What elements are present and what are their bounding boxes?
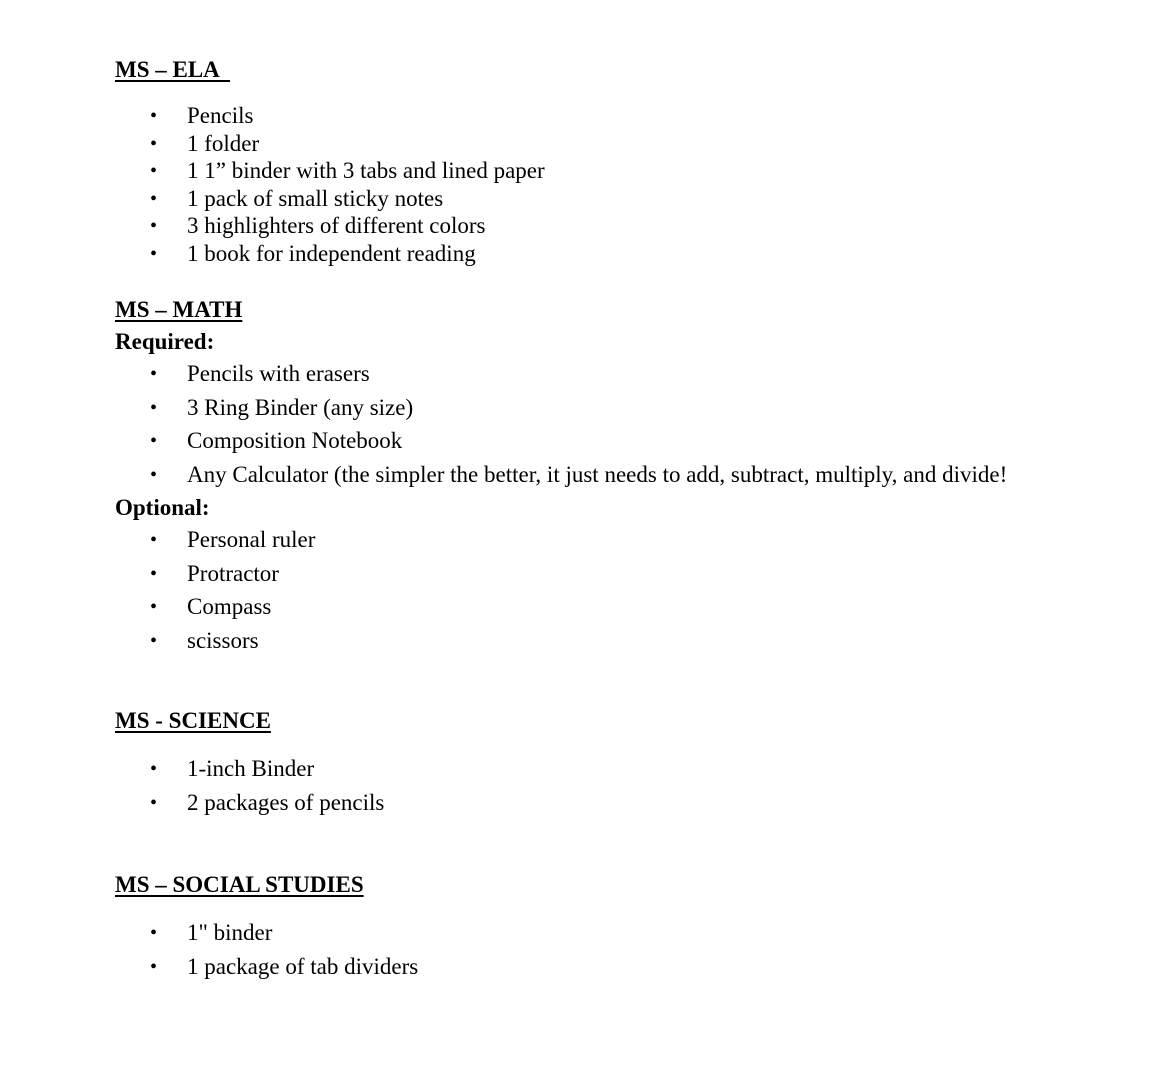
science-heading: MS - SCIENCE [115,708,271,733]
bullet-icon: • [150,187,158,210]
ela-heading: MS – ELA [115,57,231,82]
bullet-icon: • [150,242,158,265]
social-studies-heading: MS – SOCIAL STUDIES [115,872,364,897]
bullet-icon: • [150,396,158,419]
bullet-icon: • [150,430,158,452]
bullet-icon: • [150,596,158,618]
bullet-icon: • [150,463,158,486]
bullet-icon: • [150,105,158,127]
math-optional-label: Optional: [115,495,210,520]
bullet-icon: • [150,629,158,652]
bullet-icon: • [150,160,158,183]
bullet-icon: • [150,758,158,780]
math-heading: MS – MATH [115,297,243,322]
bullet-icon: • [150,791,158,814]
bullet-icon: • [150,562,158,585]
bullet-icon: • [150,215,158,238]
bullet-icon: • [150,955,158,978]
document-page: MS – ELA • Pencils • 1 folder • 1 1” binder with 3 tabs and lined paper • 1 pack of small sticky notes • 3 highlighters of different colors • 1 book for independent reading MS – MATH Required: • Pencils with erasers • 3 Ring Binder (any size) • Composition Notebook • Any Calculator (the simpler the better, it just needs to add, subtract, multiply, and divide! Optional: • Personal ruler • Protractor • Compass • scissors MS - SCIENCE • 1-inch Binder • 2 packages of pencils MS – SOCIAL STUDIES • 1" binder • 1 package of tab dividers [115,57,1008,979]
math-required-label: Required: [115,329,215,354]
bullet-icon: • [150,132,158,155]
bullet-icon: • [150,529,158,551]
bullet-icon: • [150,922,158,944]
bullet-icon: • [150,363,158,385]
